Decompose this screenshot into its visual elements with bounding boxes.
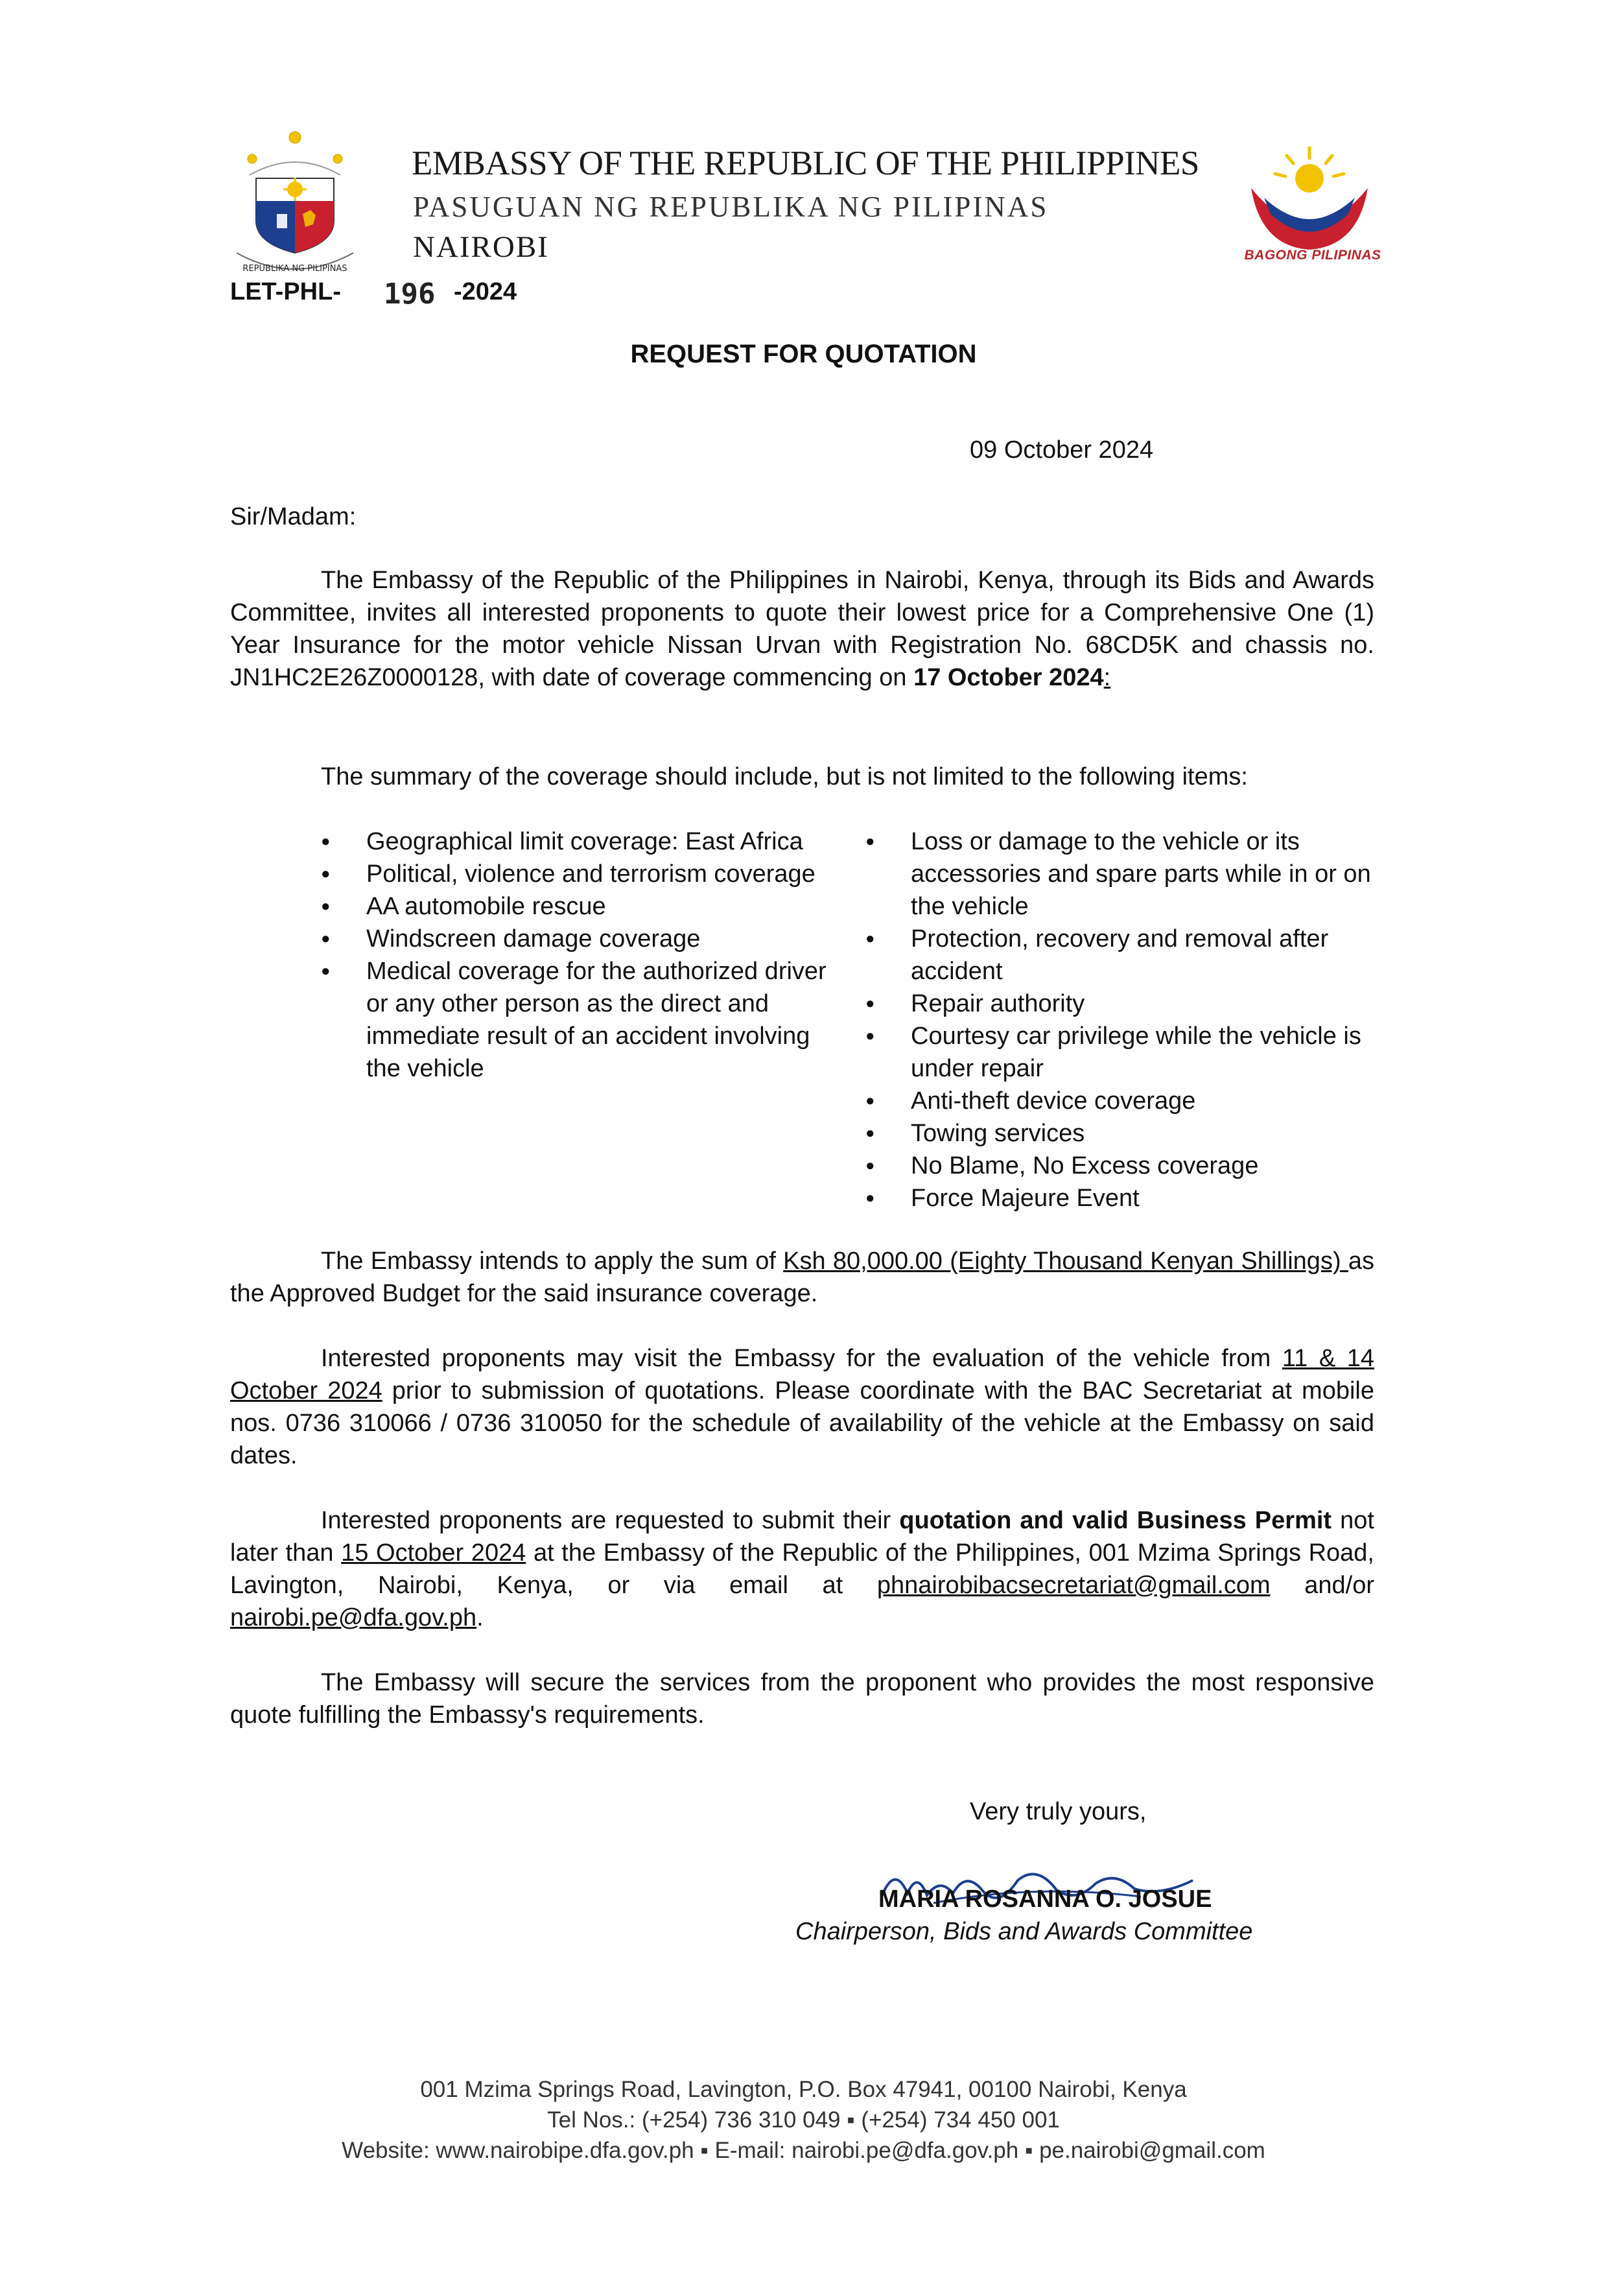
salutation: Sir/Madam: [230,503,357,530]
submission-deadline: 15 October 2024 [341,1539,526,1567]
reference-number: 196 [384,278,436,311]
reference-year: -2024 [454,278,517,305]
bagong-pilipinas-label: BAGONG PILIPINAS [1244,248,1381,263]
footer-telephone: Tel Nos.: (+254) 736 310 049 ▪ (+254) 734 450 001 [547,2107,1060,2133]
footer-website: Website: www.nairobipe.dfa.gov.ph ▪ E-mail: nairobi.pe@dfa.gov.ph ▪ pe.nairobi@gmail.com [342,2138,1265,2163]
budget-paragraph: The Embassy intends to apply the sum of Ksh 80,000.00 (Eighty Thousand Kenyan Shillings) as the Approved Budget for the said insurance coverage. [230,1248,1374,1307]
embassy-name: EMBASSY OF THE REPUBLIC OF THE PHILIPPINES [412,145,1199,182]
embassy-email-link[interactable]: nairobi.pe@dfa.gov.ph [230,1604,477,1631]
list-item: ● Windscreen damage coverage [321,923,839,955]
list-item: ● Repair authority [865,988,1384,1020]
list-item: ● Medical coverage for the authorized driver or any other person as the direct and immediate result of an accident involving the vehicle [321,955,839,1085]
document-title: REQUEST FOR QUOTATION [630,340,977,368]
submission-paragraph: Interested proponents are requested to submit their quotation and valid Business Permit not later than 15 October 2024 at the Embassy of the Republic of the Philippines, 001 Mzima Springs Road, Lavington, Nairobi, Kenya, or via email at phnairobibacsecretariat@gmail.com and/or nairobi.pe@dfa.gov.ph. [230,1507,1374,1631]
summary-intro: The summary of the coverage should include, but is not limited to the following items: [321,763,1248,790]
coverage-list-right [865,825,1384,1214]
embassy-city: NAIROBI [413,230,549,264]
signatory-name: MARIA ROSANNA O. JOSUE [878,1886,1212,1913]
intro-paragraph: The Embassy of the Republic of the Philippines in Nairobi, Kenya, through its Bids and Awards Committee, invites all interested proponents to quote their lowest price for a Comprehensive One (1) Year Insurance for the motor vehicle Nissan Urvan with Registration No. 68CD5K and chassis no. JN1HC2E26Z0000128, with date of coverage commencing on 17 October 2024: [230,567,1374,691]
list-item: ● Towing services [865,1117,1384,1150]
list-item: ● Protection, recovery and removal after accident [865,923,1384,988]
letter-date: 09 October 2024 [970,436,1154,464]
closing-salutation: Very truly yours, [970,1798,1147,1825]
signatory-title: Chairperson, Bids and Awards Committee [795,1918,1253,1945]
seal-label: REPUBLIKA NG PILIPINAS [242,264,347,274]
philippine-seal-icon [230,123,360,279]
reference-prefix: LET-PHL- [230,278,341,305]
closing-paragraph: The Embassy will secure the services from the proponent who provides the most responsive quote fulfilling the Embassy's requirements. [230,1669,1374,1729]
footer-address: 001 Mzima Springs Road, Lavington, P.O. Box 47941, 00100 Nairobi, Kenya [420,2077,1187,2102]
list-item: ● No Blame, No Excess coverage [865,1150,1384,1182]
bac-email-link[interactable]: phnairobibacsecretariat@gmail.com [876,1572,1271,1599]
list-item: ● Loss or damage to the vehicle or its accessories and spare parts while in or on the vehicle [865,825,1384,923]
list-item: ● Anti-theft device coverage [865,1085,1384,1117]
list-item: ● Political, violence and terrorism coverage [321,858,839,890]
coverage-list-left [321,825,839,1085]
coverage-start-date: 17 October 2024 [913,664,1104,691]
evaluation-paragraph: Interested proponents may visit the Embassy for the evaluation of the vehicle from 11 & 14 October 2024 prior to submission of quotations. Please coordinate with the BAC Secretariat at mobile nos. 0736 310066 / 0736 310050 for the schedule of availability of the vehicle at the Embassy on said dates. [230,1345,1375,1469]
list-item: ● Force Majeure Event [865,1182,1384,1214]
list-item: ● Courtesy car privilege while the vehicle is under repair [865,1020,1384,1085]
list-item: ● AA automobile rescue [321,890,839,923]
list-item: ● Geographical limit coverage: East Africa [321,825,839,858]
embassy-name-filipino: PASUGUAN NG REPUBLIKA NG PILIPINAS [413,191,1049,223]
evaluation-dates: 11 & 14 October 2024 [230,1345,1374,1404]
approved-budget: Ksh 80,000.00 (Eighty Thousand Kenyan Shillings) [783,1248,1348,1275]
